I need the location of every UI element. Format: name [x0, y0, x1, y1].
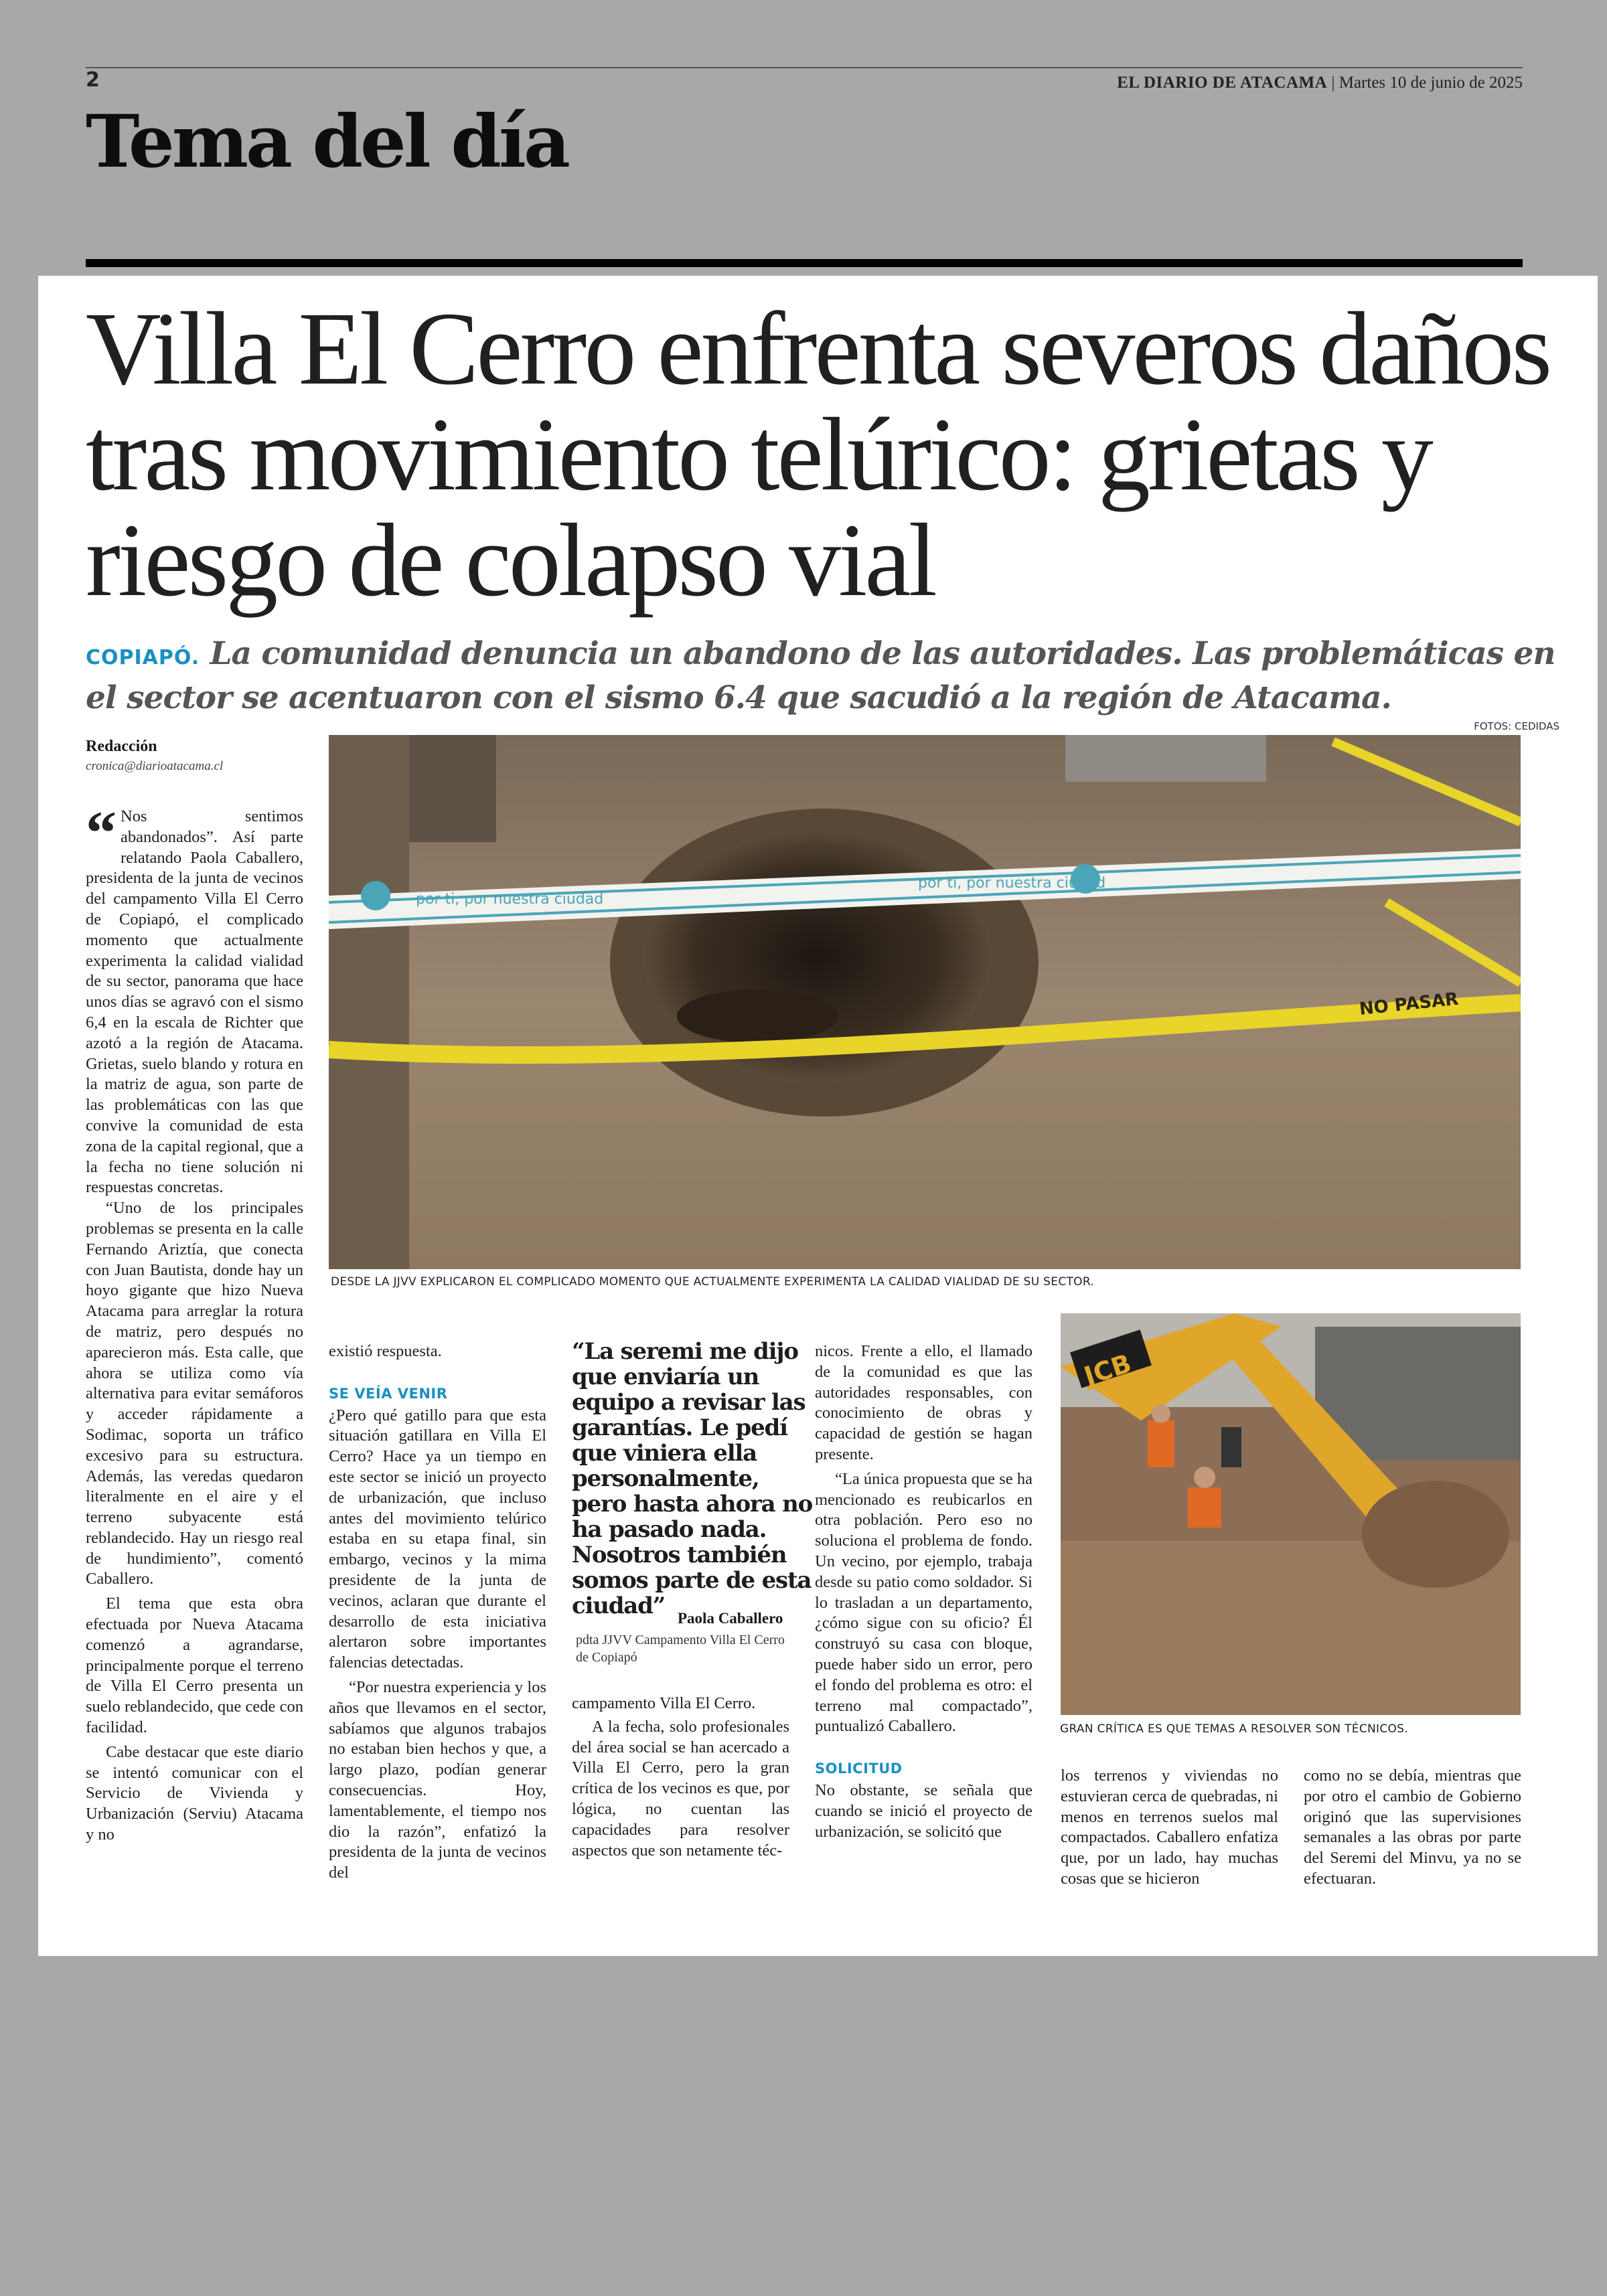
paragraph: como no se debía, mientras que por otro el cambio de Gobierno originó que las supervisiones semanales a las obras por parte del Seremi del Minvu, ya no se efectuaran.: [1304, 1767, 1521, 1888]
subheading-solicitud: SOLICITUD: [815, 1760, 903, 1777]
tape-slogan-2: por ti, por nuestra ciudad: [918, 875, 1106, 892]
opening-quote-mark: “: [86, 799, 117, 867]
article-page: [38, 276, 1598, 1956]
section-rule: [86, 259, 1523, 267]
paragraph: [86, 799, 303, 1198]
paragraph: “Uno de los principales problemas se presenta en la calle Fernando Ariztía, que conecta con Juan Bautista, donde hay un hoyo gigante que hizo Nueva Atacama para arreglar la rotura de matriz, pero después no aparecieron más. Esta calle, que ahora se utiliza como vía alternativa para evitar semáforos y acceder rápidamente a Sodimac, soporta un tráfico excesivo para su estructura. Además, las veredas quedaron literalmente en el aire y el terreno subyacente está reblandecido. Hay un riesgo real de hundimiento”, comentó Caballero.: [86, 1199, 303, 1588]
newspaper-name: EL DIARIO DE ATACAMA: [1117, 74, 1328, 92]
pull-quote-role: pdta JJVV Campamento Villa El Cerro de Copiapó: [576, 1633, 785, 1665]
pull-quote-name: Paola Caballero: [678, 1610, 783, 1627]
column-6: [1304, 1766, 1521, 1890]
paragraph: “La única propuesta que se ha mencionado es reubicarlos en otra población. Pero eso no soluciona el problema de fondo. Un vecino, por ejemplo, trabaja desde su patio como soldador. Si lo trasladan a un departamento, ¿cómo sigue con su oficio? Él construyó su casa con bloque, puede haber sido un error, pero el fondo del problema es otro: el terreno mal compactado”, puntualizó Caballero.: [815, 1469, 1032, 1736]
paragraph: existió respuesta.: [329, 1342, 442, 1360]
author: Redacción: [86, 738, 157, 755]
paragraph: nicos. Frente a ello, el llamado de la comunidad es que las autoridades responsables, con conocimiento de obras y capacidad de gestión se hagan presente.: [815, 1342, 1032, 1463]
paragraph: Cabe destacar que este diario se intentó comunicar con el Servicio de Vivienda y Urbanización (Serviu) Atacama y no: [86, 1742, 303, 1844]
column-1: [86, 799, 303, 1846]
dateline: COPIAPÓ.: [86, 646, 200, 669]
section-title: Tema del día: [86, 100, 568, 184]
column-3: [572, 1694, 789, 1861]
page-number: 2: [86, 68, 100, 92]
tape-warning: NO PASAR: [1358, 989, 1460, 1019]
photo-excavator: [1061, 1313, 1521, 1715]
paragraph: “Por nuestra experiencia y los años que llevamos en el sector, sabíamos que algunos trabajos no estaban bien hechos y que, a largo plazo, podían generar consecuencias. Hoy, lamentablemente, el tiempo nos dio la razón”, enfatizó la presidenta de la junta de vecinos del: [329, 1677, 546, 1882]
paragraph: A la fecha, solo profesionales del área social se han acercado a Villa El Cerro, pero la gran crítica de los vecinos es que, por lógica, no cuentan las capacidades para resolver aspectos que son netamente téc-: [572, 1717, 789, 1860]
sinkhole-image: [329, 735, 1521, 1269]
subheading-se-veia-venir: SE VEÍA VENIR: [329, 1385, 448, 1402]
photo-caption-second: GRAN CRÍTICA ES QUE TEMAS A RESOLVER SON TÉCNICOS.: [1060, 1722, 1408, 1736]
column-5: [1061, 1766, 1278, 1890]
tape-slogan-1: por ti, por nuestra ciudad: [416, 891, 604, 908]
deck-text: La comunidad denuncia un abandono de las autoridades. Las problemáticas en el sector se acentuaron con el sismo 6.4 que sacudió a la región de Atacama.: [86, 635, 1555, 716]
paragraph: los terrenos y viviendas no estuvieran cerca de quebradas, ni menos en terrenos suelos mal compactados. Caballero enfatiza que, por un lado, hay muchas cosas que se hicieron: [1061, 1767, 1278, 1888]
paragraph-text: Nos sentimos abandonados”. Así parte relatando Paola Caballero, presidenta de la junta de vecinos del campamento Villa El Cerro de Copiapó, el complicado momento que actualmente experimenta la calidad vialidad de su sector, panorama que hace unos días se agravó con el sismo 6,4 en la escala de Richter que azotó a la región de Atacama. Grietas, suelo blando y rotura en la matriz de agua, son parte de las problemáticas con las que convive la comunidad de esta zona de la capital regional, que a la fecha no tiene solución ni respuestas concretas.: [86, 807, 303, 1197]
excavator-image: [1061, 1313, 1521, 1715]
headline: Villa El Cerro enfrenta severos daños tras movimiento telúrico: grietas y riesgo de colapso vial: [86, 291, 1550, 618]
paragraph: El tema que esta obra efectuada por Nueva Atacama comenzó a agrandarse, principalmente porque el terreno de Villa El Cerro presenta un suelo reblandecido, que cede con facilidad.: [86, 1594, 303, 1737]
column-2: [329, 1341, 546, 1884]
machine-brand: JCB: [1080, 1348, 1135, 1392]
photo-caption-main: DESDE LA JJVV EXPLICARON EL COMPLICADO MOMENTO QUE ACTUALMENTE EXPERIMENTA LA CALIDAD VIALIDAD DE SU SECTOR.: [331, 1275, 1095, 1289]
photo-sinkhole: [329, 735, 1521, 1269]
issue-date: Martes 10 de junio de 2025: [1338, 74, 1523, 92]
author-email: cronica@diarioatacama.cl: [86, 759, 224, 773]
photo-credit: FOTOS: CEDIDAS: [1474, 720, 1559, 732]
paragraph: campamento Villa El Cerro.: [572, 1694, 756, 1712]
top-rule: [86, 67, 1523, 68]
masthead: EL DIARIO DE ATACAMA | Martes 10 de junio de 2025: [1117, 74, 1523, 92]
paragraph: ¿Pero qué gatillo para que esta situación gatillara en Villa El Cerro? Hace ya un tiempo en este sector se inició un proyecto de urbanización, que incluso antes del movimiento telúrico estaba en su etapa final, sin embargo, vecinos y la mima presidente de la junta de vecinos, aclaran que durante el desarrollo de esta iniciativa alertaron sobre importantes falencias detectadas.: [329, 1406, 546, 1672]
pull-quote: “La seremi me dijo que enviaría un equipo a revisar las garantías. Le pedí que viniera ella personalmente, pero hasta ahora no ha pasado nada. Nosotros también somos parte de esta ciudad”: [572, 1338, 813, 1619]
paragraph: No obstante, se señala que cuando se inició el proyecto de urbanización, se solicitó que: [815, 1781, 1032, 1841]
deck: [86, 634, 1559, 718]
column-4: [815, 1341, 1032, 1842]
